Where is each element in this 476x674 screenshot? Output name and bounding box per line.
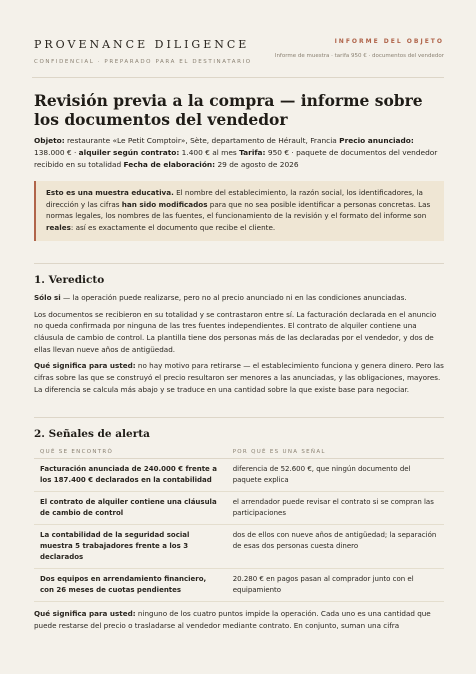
report-label: INFORME DEL OBJETO [334, 38, 444, 45]
brand-name: PROVENANCE DILIGENCE [34, 38, 250, 51]
notice-bold-1: Esto es una muestra educativa. [46, 188, 174, 197]
report-header [0, 0, 476, 65]
verdict-summary [34, 292, 444, 304]
notice-text-2: para que no sea posible identificar a personas concretas. Las normas legales, los nombres de las fuentes, el funcionamiento de la revisión y el formato del informe son [46, 199, 431, 221]
verdict-meaning-text: no hay motivo para retirarse — el establecimiento funciona y genera dinero. Pero las cifras sobre las que se construyó el precio resultaron ser menores a las anunciadas, y las obligaciones, mayores. La diferencia se calcula más abajo y se traduce en una cantidad sobre la que existe base para negociar. [34, 361, 444, 394]
column-header-why: POR QUÉ ES UNA SEÑAL [227, 446, 444, 459]
verdict-text: — la operación puede realizarse, pero no al precio anunciado ni en las condiciones anunciadas. [60, 292, 407, 302]
notice-bold-3: reales [46, 223, 71, 233]
fecha-label: Fecha de elaboración: [123, 160, 216, 169]
notice-text-1: El nombre del establecimiento, la razón social, los identificadores, la dirección y las cifras [46, 188, 423, 209]
alerts-table [34, 446, 444, 602]
row-finding: Facturación anunciada de 240.000 € frente a los 187.400 € declarados en la contabilidad [34, 459, 227, 492]
alerts-meaning [34, 608, 444, 631]
section-divider [34, 417, 444, 418]
row-reason: el arrendador puede revisar el contrato si se compran las participaciones [227, 492, 444, 525]
brand-block [34, 38, 252, 65]
brand-tagline: CONFIDENCIAL · PREPARADO PARA EL DESTINATARIO [34, 59, 252, 65]
row-reason: dos de ellos con nueve años de antigüedad; la separación de esas dos personas cuesta dinero [227, 525, 444, 569]
report-info [275, 38, 444, 65]
verdict-meaning [34, 360, 444, 395]
objeto-value: restaurante «Le Petit Comptoir», Sète, departamento de Hérault, Francia [64, 136, 340, 145]
alquiler-label: alquiler según contrato: [78, 148, 180, 157]
fecha-value: 29 de agosto de 2026 [215, 160, 299, 169]
report-meta: Informe de muestra · tarifa 950 € · documentos del vendedor [274, 53, 444, 59]
alerts-heading: 2. Señales de alerta [34, 428, 150, 441]
table-row [34, 525, 444, 569]
tarifa-value: 950 € · paquete de documentos del vendedor recibido en su totalidad [34, 148, 438, 169]
column-header-found: QUÉ SE ENCONTRÓ [34, 446, 227, 459]
alquiler-value: 1.400 € al mes [179, 148, 240, 157]
header-divider [32, 77, 444, 78]
row-reason: diferencia de 52.600 €, que ningún documento del paquete explica [227, 459, 444, 492]
report-title: Revisión previa a la compra — informe sobre los documentos del vendedor [34, 91, 423, 129]
notice-text-3: : así es exactamente el documento que recibe el cliente. [70, 223, 276, 233]
precio-label: Precio anunciado: [339, 136, 414, 145]
table-row [34, 492, 444, 525]
alerts-meaning-text: ninguno de los cuatro puntos impide la operación. Cada uno es una cantidad que puede restarse del precio o trasladarse al vendedor mediante contrato. En conjunto, suman una cifra [34, 609, 431, 631]
notice-bold-2: han sido modificados [121, 199, 208, 209]
table-row [34, 459, 444, 492]
verdict-details: Los documentos se recibieron en su totalidad y se contrastaron entre sí. La facturación declarada en el anuncio no queda confirmada por ninguna de las tres fuentes independientes. El contrato de alquiler contiene una cláusula de cambio de control. La plantilla tiene dos personas más de las declaradas por el vendedor, y dos de ellas llevan nueve años de antigüedad. [34, 309, 437, 354]
objeto-label: Objeto: [34, 136, 65, 145]
row-finding: El contrato de alquiler contiene una cláusula de cambio de control [34, 492, 227, 525]
table-row [34, 569, 444, 602]
alerts-meaning-label: Qué significa para usted: [34, 609, 136, 619]
precio-value: 138.000 € · [34, 148, 79, 157]
row-reason: 20.280 € en pagos pasan al comprador junto con el equipamiento [227, 569, 444, 602]
verdict-bold: Sólo si [34, 292, 61, 302]
section-divider [34, 263, 444, 264]
tarifa-label: Tarifa: [239, 148, 266, 157]
row-finding: La contabilidad de la seguridad social muestra 5 trabajadores frente a los 3 declarados [34, 525, 227, 569]
report-meta-info [34, 135, 444, 171]
verdict-heading: 1. Veredicto [34, 273, 105, 286]
row-finding: Dos equipos en arrendamiento financiero, con 26 meses de cuotas pendientes [34, 569, 227, 602]
report-body [0, 91, 476, 632]
table-header-row [34, 446, 444, 459]
sample-notice [34, 181, 444, 241]
verdict-meaning-label: Qué significa para usted: [34, 361, 136, 371]
